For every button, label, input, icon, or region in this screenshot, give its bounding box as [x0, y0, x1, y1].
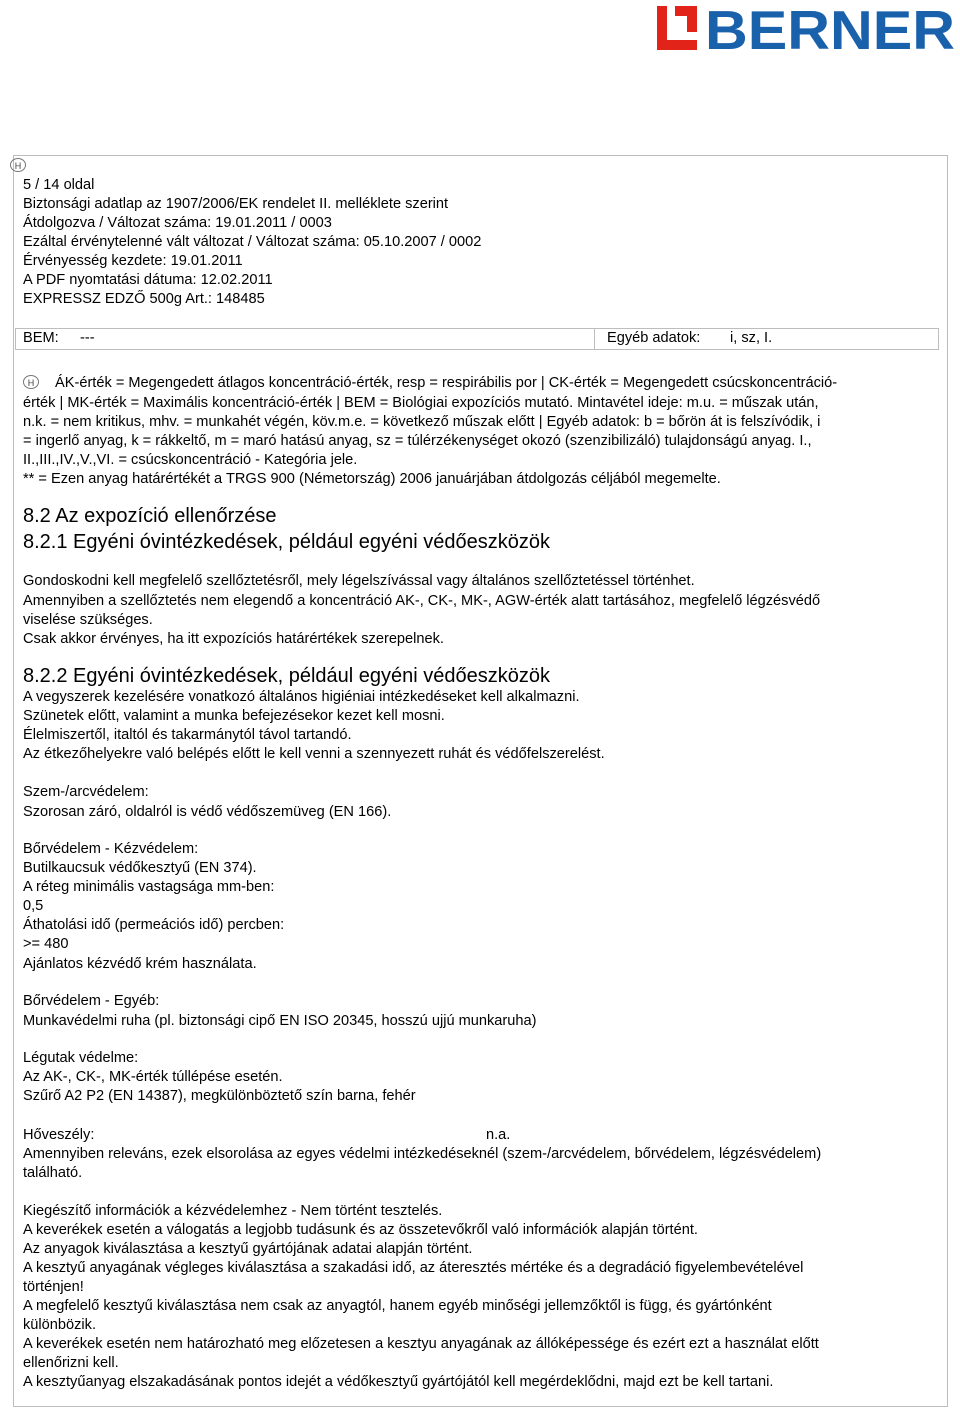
legend-line: n.k. = nem kritikus, mhv. = munkahét végén, köv.m.e. = következő műszak előtt | Egyéb adatok: b = bőrön át is felszívódik, i	[23, 414, 821, 430]
paragraph-line: történjen!	[23, 1279, 84, 1295]
superseded-version: Ezáltal érvénytelenné vált változat / Változat száma: 05.10.2007 / 0002	[23, 234, 482, 250]
paragraph-line: A keverékek esetén a válogatás a legjobb tudásunk és az összetevőkről való információk alapján történt.	[23, 1222, 698, 1238]
bem-row-divider	[594, 328, 595, 350]
paragraph-line: Amennyiben releváns, ezek elsorolása az egyes védelmi intézkedéseknél (szem-/arcvédelem, bőrvédelem, légzésvédelem)	[23, 1146, 822, 1162]
bem-label: BEM:	[23, 330, 59, 346]
bem-value: ---	[80, 330, 95, 346]
paragraph-line: Az anyagok kiválasztása a kesztyű gyártójának adatai alapján történt.	[23, 1241, 473, 1257]
revision-info: Átdolgozva / Változat száma: 19.01.2011 / 0003	[23, 215, 332, 231]
pdf-print-date: A PDF nyomtatási dátuma: 12.02.2011	[23, 272, 273, 288]
thermal-hazard-label: Hőveszély:	[23, 1127, 95, 1143]
paragraph-line: különbözik.	[23, 1317, 97, 1333]
other-data-value: i, sz, I.	[730, 330, 773, 346]
section-heading-8-2: 8.2 Az expozíció ellenőrzése	[23, 505, 277, 527]
product-name: EXPRESSZ EDZŐ 500g Art.: 148485	[23, 291, 265, 307]
respiratory-protection-label: Légutak védelme:	[23, 1050, 139, 1066]
eye-protection-value: Szorosan záró, oldalról is védő védőszemüveg (EN 166).	[23, 804, 392, 820]
paragraph-line: Az étkezőhelyekre való belépés előtt le kell venni a szennyezett ruhát és védőfelszerelést.	[23, 746, 605, 762]
paragraph-line: A kesztyű anyagának végleges kiválasztása a szakadási idő, az áteresztés mértéke és a degradáció figyelembevételével	[23, 1260, 804, 1276]
respiratory-protection-line: Szűrő A2 P2 (EN 14387), megkülönböztető szín barna, fehér	[23, 1088, 416, 1104]
paragraph-line: ellenőrizni kell.	[23, 1355, 119, 1371]
skin-protection-other-value: Munkavédelmi ruha (pl. biztonsági cipő EN ISO 20345, hosszú ujjú munkaruha)	[23, 1013, 537, 1029]
paragraph-line: A kesztyűanyag elszakadásának pontos idejét a védőkesztyű gyártójától kell megérdeklődni, majd ezt be kell tartani.	[23, 1374, 774, 1390]
paragraph-line: A keverékek esetén nem határozható meg előzetesen a kesztyu anyagának az állóképessége és ezért ezt a használat előtt	[23, 1336, 819, 1352]
paragraph-line: viselése szükséges.	[23, 612, 153, 628]
legend-line: ** = Ezen anyag határértékét a TRGS 900 (Németország) 2006 januárjában átdolgozás céljából megemelte.	[23, 471, 721, 487]
paragraph-line: Amennyiben a szellőztetés nem elegendő a koncentráció AK-, CK-, MK-, AGW-érték alatt tartásához, megfelelő légzésvédő	[23, 593, 821, 609]
hand-protection-line: Ajánlatos kézvédő krém használata.	[23, 956, 257, 972]
paragraph-line: Csak akkor érvényes, ha itt expozíciós határértékek szerepelnek.	[23, 631, 444, 647]
eye-protection-label: Szem-/arcvédelem:	[23, 784, 149, 800]
paragraph-line: található.	[23, 1165, 83, 1181]
hungarian-marker-icon: H	[10, 158, 26, 172]
respiratory-protection-line: Az AK-, CK-, MK-érték túllépése esetén.	[23, 1069, 283, 1085]
other-data-label: Egyéb adatok:	[607, 330, 701, 346]
hand-protection-line: 0,5	[23, 898, 44, 914]
paragraph-line: Szünetek előtt, valamint a munka befejezésekor kezet kell mosni.	[23, 708, 445, 724]
hand-protection-line: Butilkaucsuk védőkesztyű (EN 374).	[23, 860, 257, 876]
paragraph-line: Kiegészítő információk a kézvédelemhez - Nem történt tesztelés.	[23, 1203, 443, 1219]
paragraph-line: Élelmiszertől, italtól és takarmánytól távol tartandó.	[23, 727, 352, 743]
bem-row	[15, 328, 939, 350]
skin-protection-other-label: Bőrvédelem - Egyéb:	[23, 993, 160, 1009]
valid-from: Érvényesség kezdete: 19.01.2011	[23, 253, 243, 269]
paragraph-line: A vegyszerek kezelésére vonatkozó általános higiéniai intézkedéseket kell alkalmazni.	[23, 689, 580, 705]
logo-text: BERNER	[705, 6, 955, 50]
hand-protection-line: A réteg minimális vastagsága mm-ben:	[23, 879, 275, 895]
section-heading-8-2-1: 8.2.1 Egyéni óvintézkedések, például egyéni védőeszközök	[23, 531, 551, 553]
hand-protection-line: Áthatolási idő (permeációs idő) percben:	[23, 917, 285, 933]
berner-logo	[657, 6, 957, 50]
hand-protection-label: Bőrvédelem - Kézvédelem:	[23, 841, 199, 857]
paragraph-line: A megfelelő kesztyű kiválasztása nem csak az anyagtól, hanem egyéb minőségi jellemzőktől is függ, és gyártónként	[23, 1298, 772, 1314]
legend-line: II.,III.,IV.,V.,VI. = csúcskoncentráció - Kategória jele.	[23, 452, 358, 468]
paragraph-line: Gondoskodni kell megfelelő szellőztetésről, mely légelszívással vagy általános szellőztetéssel történhet.	[23, 573, 695, 589]
legend-line: ÁK-érték = Megengedett átlagos koncentráció-érték, resp = respirábilis por | CK-érték = Megengedett csúcskoncentráció-	[55, 375, 838, 391]
legend-line: = ingerlő anyag, k = rákkeltő, m = maró hatású anyag, sz = túlérzékenységet okozó (szenzibilizáló) tulajdonságú anyag. I.,	[23, 433, 812, 449]
section-heading-8-2-2: 8.2.2 Egyéni óvintézkedések, például egyéni védőeszközök	[23, 665, 551, 687]
hand-protection-line: >= 480	[23, 936, 69, 952]
hungarian-marker-icon: H	[23, 375, 39, 389]
page-number: 5 / 14 oldal	[23, 177, 95, 193]
thermal-hazard-value: n.a.	[486, 1127, 511, 1143]
sds-regulation: Biztonsági adatlap az 1907/2006/EK rendelet II. melléklete szerint	[23, 196, 449, 212]
legend-line: érték | MK-érték = Maximális koncentráció-érték | BEM = Biológiai expozíciós mutató. Mintavétel ideje: m.u. = műszak után,	[23, 395, 819, 411]
